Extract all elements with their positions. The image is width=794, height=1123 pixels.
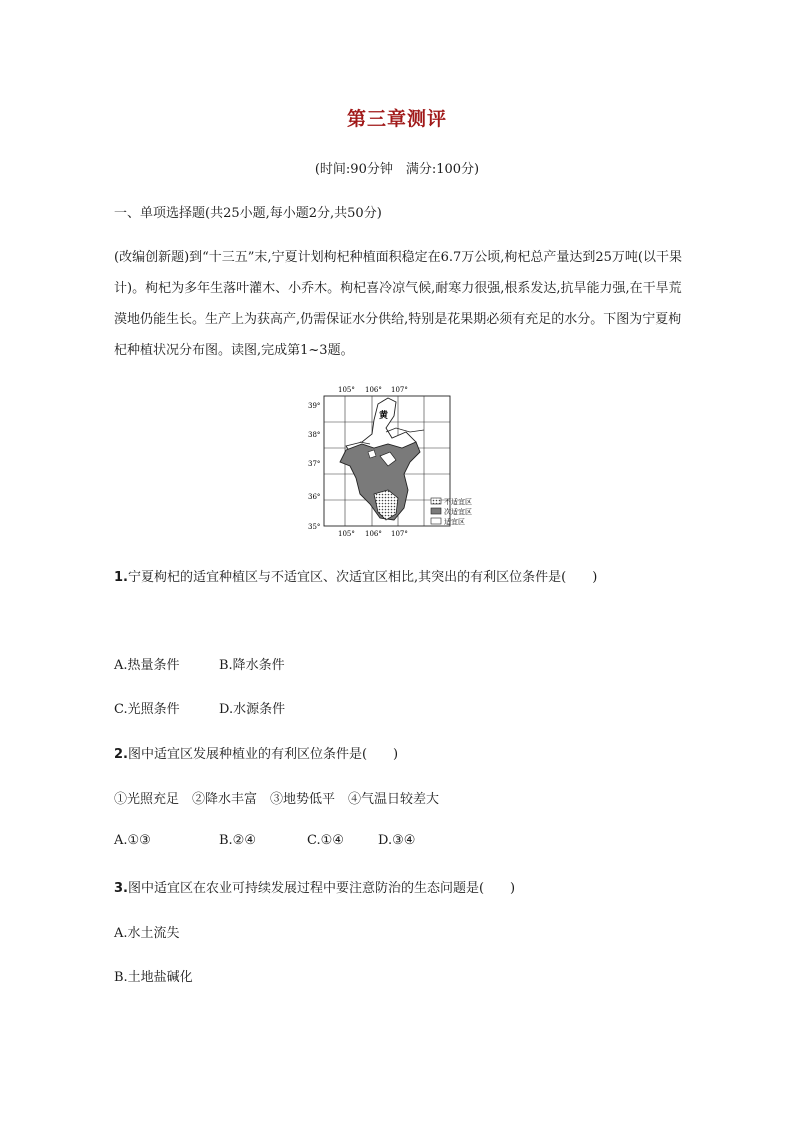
lon-label: 107° [391,386,408,394]
question-1-options-row-1 [114,654,285,673]
question-2 [114,743,398,762]
question-1 [114,566,597,585]
lat-label: 39° [308,402,321,410]
legend-swatch-unsuitable [431,498,441,504]
option-a[interactable]: A.热量条件 [114,658,180,673]
question-text: 宁夏枸杞的适宜种植区与不适宜区、次适宜区相比,其突出的有利区位条件是( ) [127,570,598,585]
lon-label: 105° [338,530,355,538]
legend-label: 不适宜区 [444,498,472,506]
option-b[interactable]: B.②④ [219,833,256,848]
legend-swatch-suitable [431,518,441,524]
option-d[interactable]: D.③④ [378,833,416,848]
lon-label: 106° [365,386,382,394]
lon-label: 106° [365,530,382,538]
option-a[interactable]: A.水土流失 [114,926,180,941]
lon-label: 105° [338,386,355,394]
option-a[interactable]: A.①③ [114,833,151,848]
question-2-statements: ①光照充足 ②降水丰富 ③地势低平 ④气温日较差大 [114,792,440,807]
page-title: 第三章测评 [346,108,447,130]
legend-swatch-sub-suitable [431,508,441,514]
intro-paragraph: (改编创新题)到“十三五”末,宁夏计划枸杞种植面积稳定在6.7万公顷,枸杞总产量达到25万吨(以干果计)。枸杞为多年生落叶灌木、小乔木。枸杞喜冷凉气候,耐寒力很强,根系发达,抗旱能力强,在干旱荒漠地仍能生长。生产上为获高产,仍需保证水分供给,特别是花果期必须有充足的水分。下图为宁夏枸杞种植状况分布图。读图,完成第1~3题。 [114,250,682,358]
question-3 [114,877,515,896]
question-text: 图中适宜区发展种植业的有利区位条件是( ) [127,747,399,762]
option-c[interactable]: C.①④ [307,833,344,848]
option-c[interactable]: C.光照条件 [114,702,180,717]
lat-label: 38° [308,431,321,439]
lat-label: 36° [308,493,321,501]
option-d[interactable]: D.水源条件 [219,702,286,717]
question-1-options-row-2 [114,698,285,717]
lat-label: 35° [308,523,321,531]
question-number: 2. [114,747,128,762]
river-label: 黄 [379,411,389,421]
ningxia-goji-map [300,382,500,542]
question-2-options [114,833,415,848]
exam-info: (时间:90分钟 满分:100分) [314,162,480,177]
map-legend [431,497,472,526]
lat-label: 37° [308,460,321,468]
option-b[interactable]: B.土地盐碱化 [114,970,193,985]
legend-label: 适宜区 [444,518,465,526]
section-heading: 一、单项选择题(共25小题,每小题2分,共50分) [114,206,382,221]
question-number: 3. [114,881,128,896]
question-number: 1. [114,570,128,585]
question-text: 图中适宜区在农业可持续发展过程中要注意防治的生态问题是( ) [127,881,516,896]
lon-label: 107° [391,530,408,538]
option-b[interactable]: B.降水条件 [219,658,285,673]
legend-label: 次适宜区 [444,508,472,516]
